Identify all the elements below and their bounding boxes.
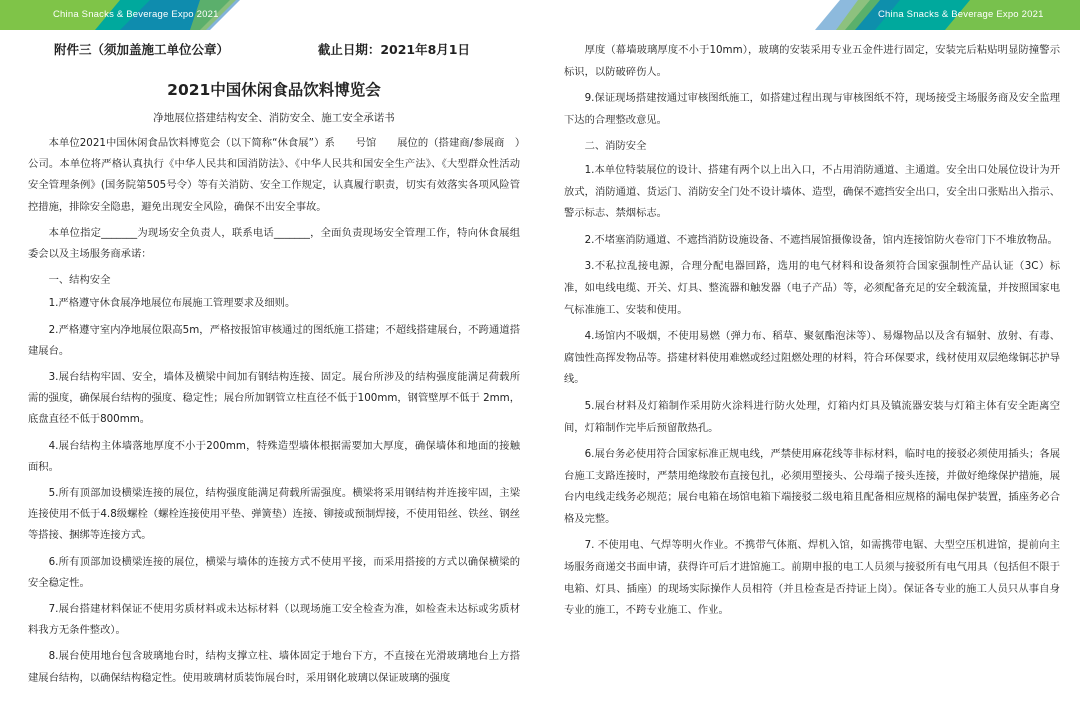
paragraph: 4.展台结构主体墙落地厚度不小于200mm，特殊造型墙体根据需要加大厚度，确保墙体和地面的接触面积。 <box>28 439 520 473</box>
annex-label: 附件三（须加盖施工单位公章） <box>54 42 230 57</box>
paragraph: 2.不堵塞消防通道、不遮挡消防设施设备、不遮挡展馆摄像设备，馆内连接馆防火卷帘门下不堆放物品。 <box>584 233 1058 246</box>
paragraph: 本单位2021中国休闲食品饮料博览会（以下简称“休食展”）系 号馆 展位的（搭建商/参展商 ）公司。本单位将严格认真执行《中华人民共和国消防法》、《中华人民共和国安全生产法》、《大型群众性活动安全管理条例》(国务院第505号令）等有关消防、安全工作规定，认真履行职责，切实有效落实各项风险管控措施，排除安全隐患，避免出现安全风险，确保不出安全事故。 <box>28 137 520 213</box>
paragraph: 3.不私拉乱接电源，合理分配电器回路，选用的电气材料和设备须符合国家强制性产品认证（3C）标准，如电线电缆、开关、灯具、整流器和触发器（电子产品）等，必须配备充足的安全载流量，并按照国家电气标准施工、安装和使用。 <box>564 260 1060 316</box>
banner-title: China Snacks & Beverage Expo 2021 <box>53 9 219 20</box>
right-content <box>564 40 1060 627</box>
annex-header <box>28 40 520 62</box>
paragraph: 9.保证现场搭建按通过审核图纸施工，如搭建过程出现与审核图纸不符，现场接受主场服务商及安全监理下达的合理整改意见。 <box>564 92 1060 126</box>
banner-title: China Snacks & Beverage Expo 2021 <box>878 9 1044 20</box>
expo-banner-right <box>540 0 1080 30</box>
section-heading: 二、消防安全 <box>584 140 647 153</box>
right-page <box>540 0 1080 721</box>
paragraph: 厚度（幕墙玻璃厚度不小于10mm），玻璃的安装采用专业五金件进行固定，安装完后粘贴明显防撞警示标识，以防破碎伤人。 <box>564 44 1060 78</box>
paragraph: 5.展台材料及灯箱制作采用防火涂料进行防火处理，灯箱内灯具及镇流器安装与灯箱主体有安全距离空间，灯箱制作完毕后预留散热孔。 <box>564 399 1060 434</box>
section-heading: 一、结构安全 <box>48 274 111 287</box>
paragraph: 7. 不使用电、气焊等明火作业。不携带气体瓶、焊机入馆，如需携带电锯、大型空压机进馆，提前向主场服务商递交书面申请，获得许可后才进馆施工。前期申报的电工人员须与接驳所有电气用具（包括但不限于电箱、灯具、插座）的现场实际操作人员相符（并且检查是否持证上岗）。保证各专业的施工人员只从事自身专业的施工，不跨专业施工、作业。 <box>564 539 1060 617</box>
paragraph: 6.展台务必使用符合国家标准正规电线，严禁使用麻花线等非标材料，临时电的接驳必须使用插头；各展台施工支路连接时，严禁用绝缘胶布直接包扎，必须用塑接头、公母端子接头连接，并做好绝缘保护措施，展台内电线走线务必规范；展台电箱在场馆电箱下端接驳二级电箱且配备相应规格的漏电保护装置，插座务必合格及完整。 <box>564 448 1060 525</box>
document-subtitle: 净地展位搭建结构安全、消防安全、施工安全承诺书 <box>153 112 395 124</box>
paragraph: 3.展台结构牢固、安全，墙体及横梁中间加有钢结构连接、固定。展台所涉及的结构强度能满足荷载所需的强度，确保展台结构的强度、稳定性；展台所加钢管立柱直径不低于100mm，钢管壁厚不低于 2mm，底盘直径不低于800mm。 <box>28 371 520 426</box>
paragraph: 本单位指定_______为现场安全负责人，联系电话_______，全面负责现场安全管理工作，特向休食展组委会以及主场服务商承诺： <box>28 226 520 261</box>
paragraph: 7.展台搭建材料保证不使用劣质材料或未达标材料（以现场施工安全检查为准，如检查未达标或劣质材料我方无条件整改）。 <box>28 603 520 637</box>
paragraph: 5.所有顶部加设横梁连接的展位，结构强度能满足荷载所需强度。横梁将采用钢结构并连接牢固，主梁连接使用不低于4.8级螺栓（螺栓连接使用平垫、弹簧垫）连接、铆接或预制焊接，不使用铅丝、铁丝、钢丝等搭接、捆绑等连接方式。 <box>28 487 520 542</box>
deadline-label: 截止日期：2021年8月1日 <box>317 42 470 57</box>
paragraph: 6.所有顶部加设横梁连接的展位，横梁与墙体的连接方式不使用平接，而采用搭接的方式以确保横梁的安全稳定性。 <box>28 555 520 589</box>
paragraph: 8.展台使用地台包含玻璃地台时，结构支撑立柱、墙体固定于地台下方，不直接在光滑玻璃地台上方搭建展台结构，以确保结构稳定性。使用玻璃材质装饰展台时，采用钢化玻璃以保证玻璃的强度 <box>28 650 520 684</box>
expo-banner-left <box>0 0 540 30</box>
paragraph: 1.本单位特装展位的设计、搭建有两个以上出入口，不占用消防通道、主通道。安全出口处展位设计为开放式，消防通道、货运门、消防安全门处不设计墙体、造型，确保不遮挡安全出口，安全出口张贴出入指示、警示标志、禁烟标志。 <box>564 163 1060 220</box>
document-title: 2021中国休闲食品饮料博览会 <box>167 81 381 99</box>
paragraph: 4.场馆内不吸烟，不使用易燃（弹力布、稻草、聚氨酯泡沫等）、易爆物品以及含有辐射、放射、有毒、腐蚀性高挥发物品等。搭建材料使用难燃或经过阻燃处理的材料，符合环保要求，线材使用双层绝缘铜芯护导线。 <box>564 330 1060 386</box>
paragraph: 1.严格遵守休食展净地展位布展施工管理要求及细则。 <box>48 297 296 310</box>
left-content <box>28 40 520 694</box>
paragraph: 2.严格遵守室内净地展位限高5m，严格按报馆审核通过的图纸施工搭建；不超线搭建展台，不跨通道搭建展台。 <box>28 323 520 357</box>
